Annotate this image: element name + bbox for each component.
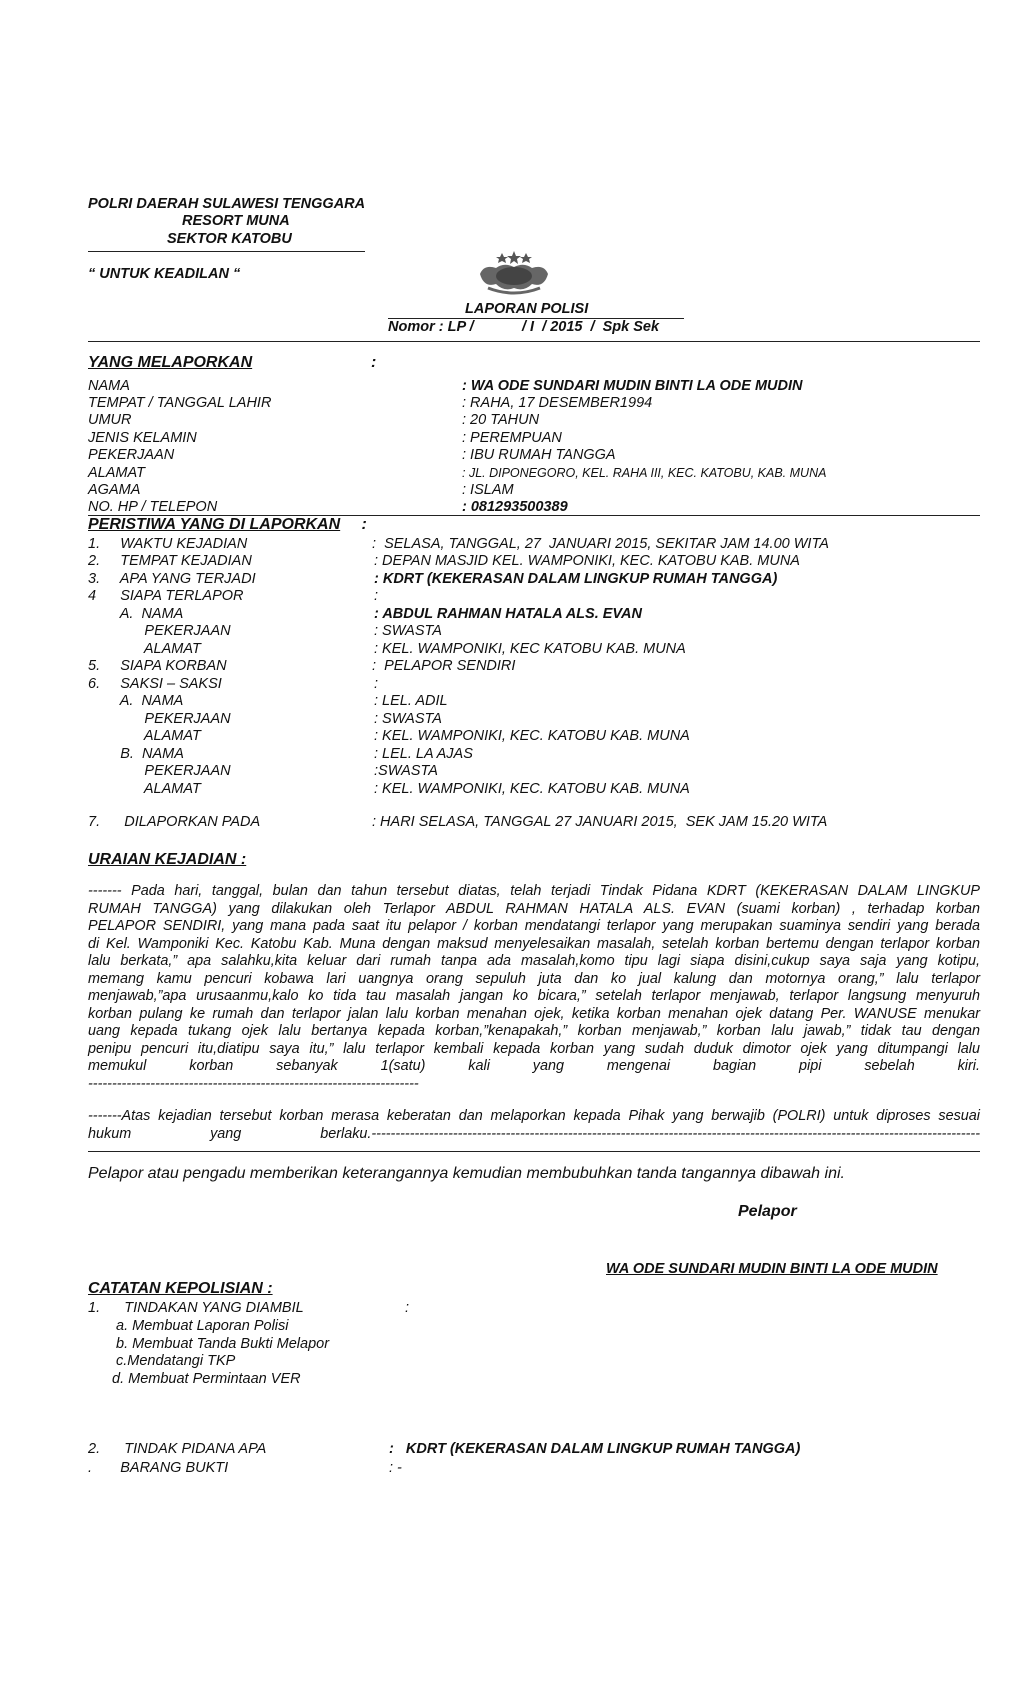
- uraian-line: hukum yang berlaku.-------------------------------------------------------------------------------------------------------------------------------: [88, 1125, 980, 1142]
- agency-line-2: RESORT MUNA: [182, 213, 290, 229]
- section-divider-top: [88, 341, 980, 342]
- uraian-line: uang kepada tukang ojek lalu bertanya kepada korban,”kenapakah,” korban menjawab,” korban lalu jawab,” tidak tau dengan: [88, 1023, 980, 1039]
- event-heading: PERISTIWA YANG DI LAPORKAN: [88, 516, 341, 533]
- uraian-paragraph-2: [88, 1108, 980, 1143]
- uraian-heading: URAIAN KEJADIAN :: [88, 851, 247, 868]
- event-heading-colon: :: [357, 516, 367, 533]
- motto: “ UNTUK KEADILAN “: [88, 266, 241, 282]
- uraian-line: korban pulang ke rumah dan terlapor jalan lalu korban menahan ojek, ketika korban menahan ojek datang Per. WANUSE menukar: [88, 1005, 980, 1022]
- reporter-heading: YANG MELAPORKAN: [88, 354, 253, 371]
- uraian-line: penipu pencuri itu,diatipu saya itu,” lalu terlapor kembali kepada korban yang sudah duduk dimotor ojek yang ditumpangi lalu: [88, 1040, 980, 1057]
- signer-name: WA ODE SUNDARI MUDIN BINTI LA ODE MUDIN: [606, 1261, 938, 1277]
- report-title: LAPORAN POLISI: [465, 301, 589, 317]
- action-item: a. Membuat Laporan Polisi: [116, 1318, 289, 1334]
- action-item: c.Mendatangi TKP: [116, 1353, 236, 1369]
- section-divider-bottom: [88, 1151, 980, 1152]
- header-divider: [88, 251, 365, 252]
- action-item: d. Membuat Permintaan VER: [112, 1371, 301, 1387]
- uraian-line: memukul korban sebanyak 1(satu) kali yang mengenai bagian pipi sebelah kiri.: [88, 1058, 980, 1074]
- uraian-paragraph-1: [88, 883, 980, 1093]
- closing-statement: Pelapor atau pengadu memberikan keterangannya kemudian membubuhkan tanda tangannya dibawah ini.: [88, 1165, 845, 1182]
- uraian-line: -------Atas kejadian tersebut korban merasa keberatan dan melaporkan kepada Pihak yang berwajib (POLRI) untuk diproses sesuai: [88, 1108, 980, 1124]
- catatan-heading: CATATAN KEPOLISIAN :: [88, 1280, 273, 1297]
- reporter-heading-colon: :: [371, 354, 377, 371]
- uraian-line: PELAPOR SENDIRI, yang mana pada saat itu pelapor / korban mendatangi terlapor yang merupakan suaminya sendiri yang berada: [88, 918, 980, 934]
- report-number: Nomor : LP / / I / 2015 / Spk Sek: [388, 319, 660, 335]
- uraian-line: lalu berkata,” apa salahku,kita keluar dari rumah tanpa ada masalah,komo tipu lagi siapa disini,cukup saya saja yang kotipu,: [88, 953, 980, 969]
- action-item: b. Membuat Tanda Bukti Melapor: [116, 1336, 330, 1352]
- uraian-line: RUMAH TANGGA) yang dilakukan oleh Terlapor ABDUL RAHMAN HATALA ALS. EVAN (suami korban) , terhadap korban: [88, 900, 980, 917]
- uraian-line: ---------------------------------------------------------------------: [88, 1075, 419, 1092]
- agency-line-1: POLRI DAERAH SULAWESI TENGGARA: [88, 196, 366, 212]
- uraian-line: di Kel. Wamponiki Kec. Katobu Kab. Muna dengan maksud menyelesaikan masalah, setelah korban bertemu dengan terlapor korban: [88, 935, 980, 952]
- uraian-line: memang kamu pencuri kobawa lari uangnya orang sepuluh juta dan ko jual kalung dan motornya orang,” lalu terlapor: [88, 970, 980, 987]
- uraian-line: menjawab,”apa urusaanmu,kalo ko tida tau masalah jangan ko bicara,” setelah terlapor menjawab, terlapor langsung menyuruh: [88, 988, 980, 1004]
- uraian-line: ------- Pada hari, tanggal, bulan dan tahun tersebut diatas, telah terjadi Tindak Pidana KDRT (KEKERASAN DALAM LINGKUP: [88, 883, 980, 899]
- agency-line-3: SEKTOR KATOBU: [167, 231, 292, 247]
- signer-role: Pelapor: [738, 1203, 797, 1220]
- police-emblem-icon: [474, 248, 554, 298]
